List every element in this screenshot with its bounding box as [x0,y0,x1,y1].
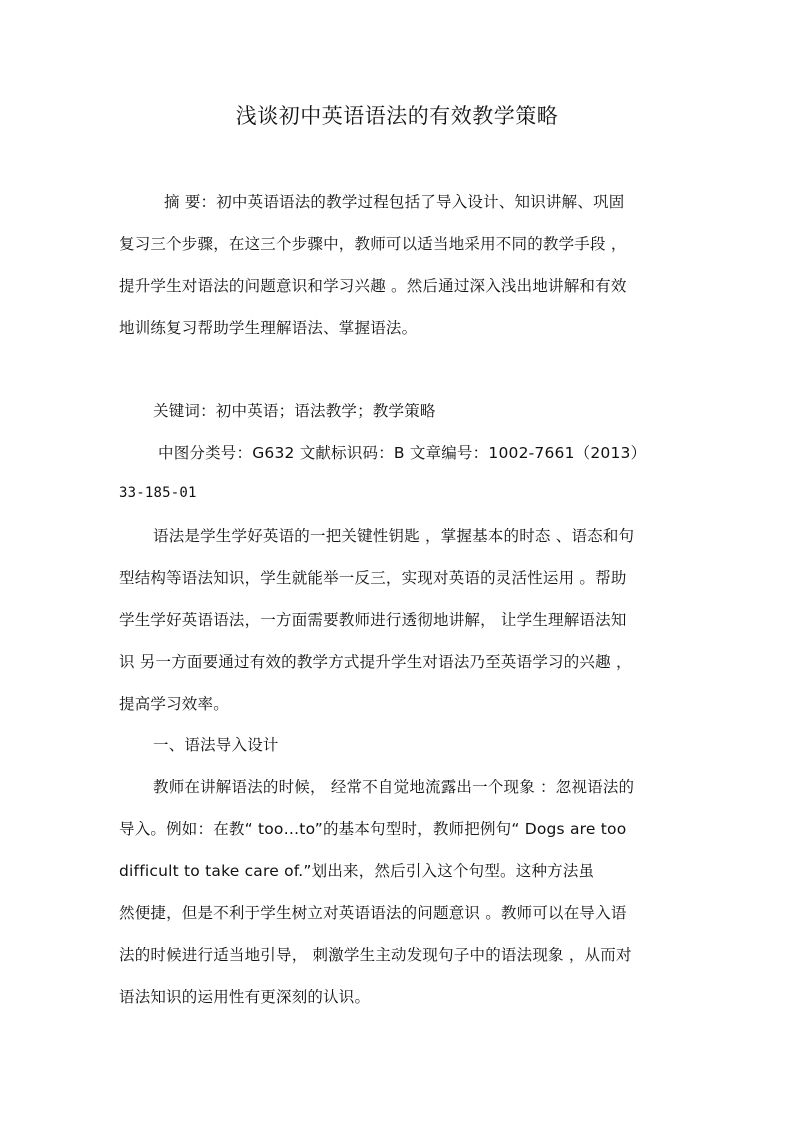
classification-line: 33-185-01 [119,485,197,501]
paragraph-line: 语法是学生学好英语的一把关键性钥匙 ，掌握基本的时态 、语态和句 [153,527,635,545]
paragraph-line: 识 另一方面要通过有效的教学方式提升学生对语法乃至英语学习的兴趣 ， [119,653,632,671]
abstract-line: 提升学生对语法的问题意识和学习兴趣 。然后通过深入浅出地讲解和有效 [119,277,627,295]
paragraph-line: 教师在讲解语法的时候， 经常不自觉地流露出一个现象 ：忽视语法的 [153,778,635,796]
paragraph-line: 型结构等语法知识，学生就能举一反三，实现对英语的灵活性运用 。帮助 [119,569,627,587]
paragraph-line: difficult to take care of.”划出来，然后引入这个句型。这种方法虽 [119,862,595,880]
paragraph-line: 导入。例如：在教“ too…to”的基本句型时，教师把例句“ Dogs are too [119,820,627,838]
abstract-line: 复习三个步骤，在这三个步骤中，教师可以适当地采用不同的教学手段 ， [119,235,627,253]
paragraph-line: 然便捷，但是不利于学生树立对英语语法的问题意识 。教师可以在导入语 [119,904,627,922]
section-heading: 一、语法导入设计 [153,736,279,754]
paragraph-line: 学生学好英语语法，一方面需要教师进行透彻地讲解， 让学生理解语法知 [119,611,627,629]
abstract-line: 地训练复习帮助学生理解语法、掌握语法。 [119,319,418,337]
abstract-line: 摘 要：初中英语语法的教学过程包括了导入设计、知识讲解、巩固 [164,193,625,211]
keywords-line: 关键词：初中英语；语法教学；教学策略 [153,402,436,420]
classification-line: 中图分类号：G632 文献标识码：B 文章编号：1002-7661（2013） [158,444,647,462]
page-title: 浅谈初中英语语法的有效教学策略 [235,104,559,128]
paragraph-line: 法的时候进行适当地引导， 刺激学生主动发现句子中的语法现象 ，从而对 [119,946,632,964]
paragraph-line: 语法知识的运用性有更深刻的认识。 [119,988,371,1006]
paragraph-line: 提高学习效率。 [119,695,229,713]
